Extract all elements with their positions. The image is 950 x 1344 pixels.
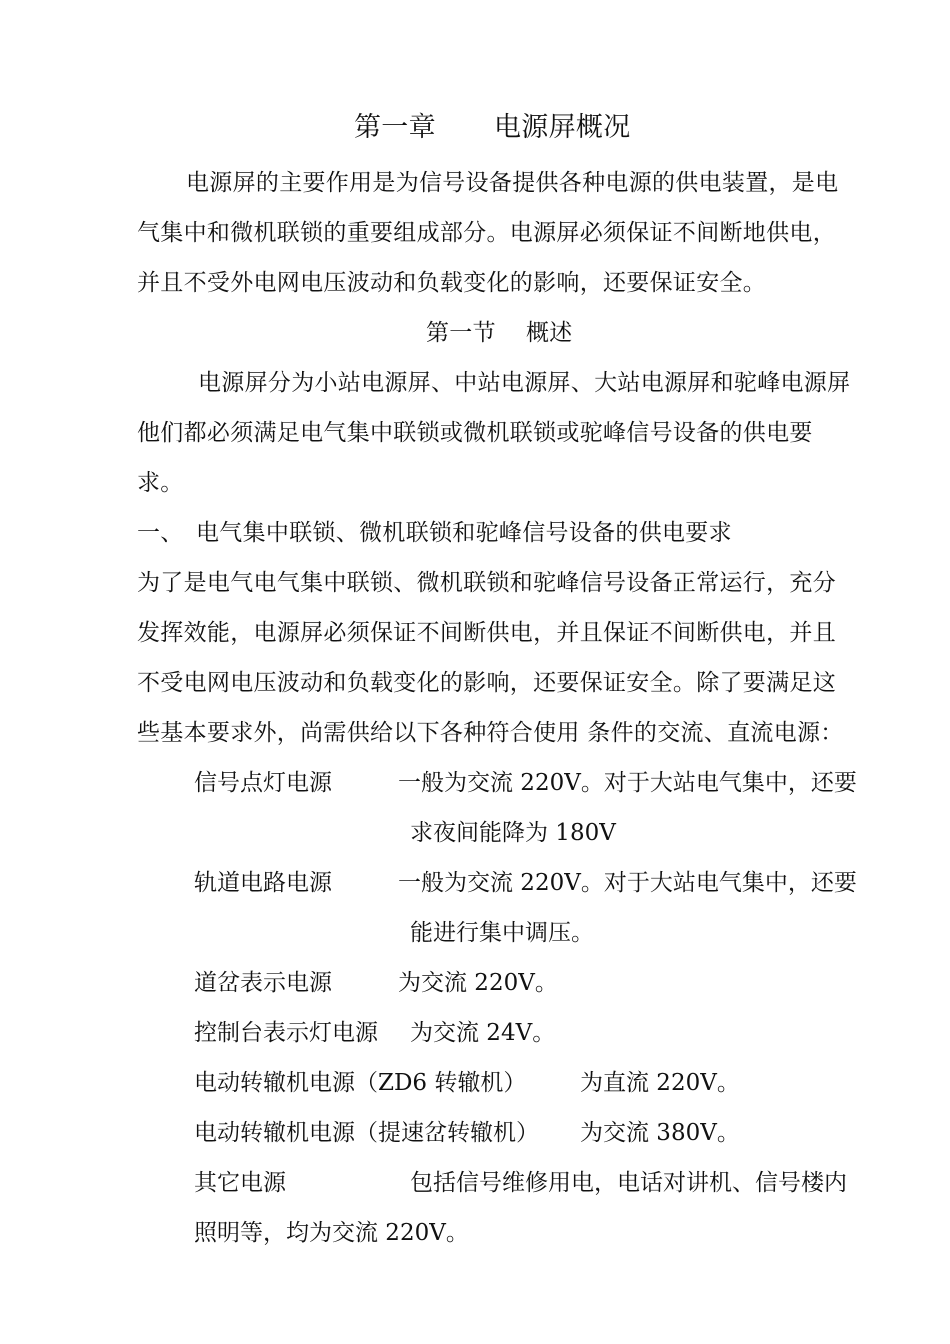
power-item-value: 一般为交流 220V。对于大站电气集中，还要 [398,770,857,796]
overview-line-2: 他们都必须满足电气集中联锁或微机联锁或驼峰信号设备的供电要 [137,420,813,446]
overview-line-3: 求。 [137,470,184,496]
intro-line-1: 电源屏的主要作用是为信号设备提供各种电源的供电装置，是电 [186,170,839,196]
power-item-value: 一般为交流 220V。对于大站电气集中，还要 [398,870,857,896]
intro-line-2: 气集中和微机联锁的重要组成部分。电源屏必须保证不间断地供电， [137,220,836,246]
power-item-value: 为直流 220V。 [580,1070,740,1096]
intro-line-3: 并且不受外电网电压波动和负载变化的影响，还要保证安全。 [137,270,767,296]
power-item-value: 为交流 380V。 [580,1120,740,1146]
power-item-continuation: 求夜间能降为 180V [410,820,616,846]
power-item-continuation: 能进行集中调压。 [410,920,594,946]
power-item-label: 其它电源 [194,1170,286,1196]
overview-line-1: 电源屏分为小站电源屏、中站电源屏、大站电源屏和驼峰电源屏 [198,370,851,396]
requirements-line-2: 发挥效能，电源屏必须保证不间断供电，并且保证不间断供电，并且 [137,620,836,646]
requirements-line-1: 为了是电气电气集中联锁、微机联锁和驼峰信号设备正常运行，充分 [137,570,836,596]
section-title: 概述 [526,320,573,346]
requirements-line-4: 些基本要求外，尚需供给以下各种符合使用 条件的交流、直流电源： [137,720,844,746]
section-number: 第一节 [426,320,496,346]
chapter-number: 第一章 [354,112,436,143]
power-item-value: 为交流 24V。 [410,1020,556,1046]
subheading-text: 电气集中联锁、微机联锁和驼峰信号设备的供电要求 [196,520,732,546]
power-item-value: 包括信号维修用电，电话对讲机、信号楼内 [410,1170,847,1196]
chapter-title: 电源屏概况 [494,112,631,143]
power-item-label: 信号点灯电源 [194,770,332,796]
power-item-label: 电动转辙机电源（ZD6 转辙机） [194,1070,527,1096]
power-item-continuation: 照明等，均为交流 220V。 [194,1220,469,1246]
power-item-label: 电动转辙机电源（提速岔转辙机） [194,1120,539,1146]
requirements-line-3: 不受电网电压波动和负载变化的影响，还要保证安全。除了要满足这 [137,670,836,696]
power-item-label: 道岔表示电源 [194,970,332,996]
power-item-value: 为交流 220V。 [398,970,558,996]
power-item-label: 控制台表示灯电源 [194,1020,378,1046]
power-item-label: 轨道电路电源 [194,870,332,896]
subheading-number: 一、 [137,520,184,546]
